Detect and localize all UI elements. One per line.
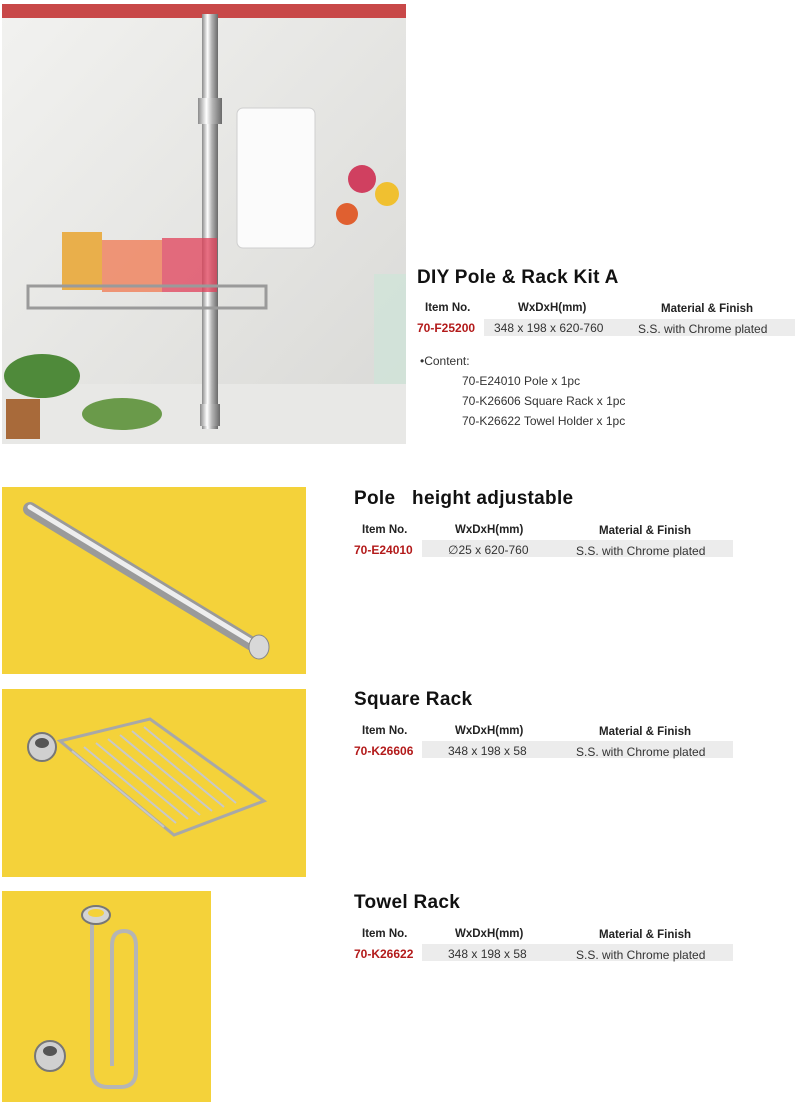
- content-item: 70-K26622 Towel Holder x 1pc: [462, 414, 626, 428]
- header-material: Material & Finish: [661, 303, 754, 315]
- item-code: 70-E24010: [354, 543, 413, 557]
- item-dimensions: 348 x 198 x 620-760: [494, 321, 604, 335]
- item-dimensions: 348 x 198 x 58: [448, 947, 527, 961]
- item-material: S.S. with Chrome plated: [638, 322, 768, 336]
- header-dimensions: WxDxH(mm): [455, 524, 524, 536]
- item-code: 70-F25200: [417, 321, 476, 335]
- section-title-square-rack: Square Rack: [354, 689, 473, 710]
- item-material: S.S. with Chrome plated: [576, 948, 706, 962]
- header-item-no: Item No.: [362, 725, 408, 737]
- section-title-towel-rack: Towel Rack: [354, 892, 461, 913]
- item-code: 70-K26606: [354, 744, 414, 758]
- content-label: •Content:: [420, 354, 470, 368]
- towel-rack-photo: [2, 891, 211, 1102]
- content-item: 70-E24010 Pole x 1pc: [462, 374, 581, 388]
- section-title-pole: Pole height adjustable: [354, 488, 574, 509]
- header-material: Material & Finish: [599, 929, 692, 941]
- header-item-no: Item No.: [362, 928, 408, 940]
- item-dimensions: 348 x 198 x 58: [448, 744, 527, 758]
- header-item-no: Item No.: [362, 524, 408, 536]
- item-material: S.S. with Chrome plated: [576, 544, 706, 558]
- header-item-no: Item No.: [425, 302, 471, 314]
- item-material: S.S. with Chrome plated: [576, 745, 706, 759]
- content-item: 70-K26606 Square Rack x 1pc: [462, 394, 626, 408]
- section-title-kit-a: DIY Pole & Rack Kit A: [417, 267, 619, 288]
- pole-photo: [2, 487, 306, 674]
- header-dimensions: WxDxH(mm): [455, 725, 524, 737]
- item-code: 70-K26622: [354, 947, 414, 961]
- kit-scene-photo: [2, 4, 406, 444]
- item-dimensions: ∅25 x 620-760: [448, 543, 529, 557]
- header-material: Material & Finish: [599, 525, 692, 537]
- header-dimensions: WxDxH(mm): [455, 928, 524, 940]
- square-rack-photo: [2, 689, 306, 877]
- header-material: Material & Finish: [599, 726, 692, 738]
- header-dimensions: WxDxH(mm): [518, 302, 587, 314]
